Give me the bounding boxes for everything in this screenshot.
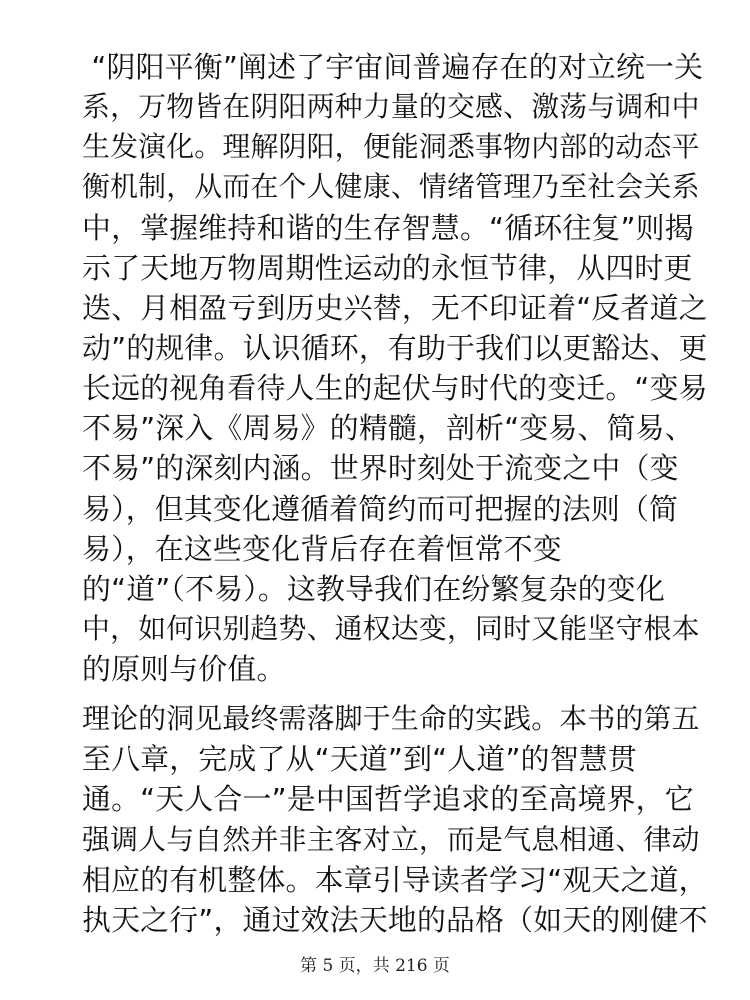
text-line: 动”的规律。认识循环，有助于我们以更豁达、更 [82, 330, 708, 365]
text-line: 的原则与价值。 [82, 652, 286, 687]
text-line: 中，掌握维持和谐的生存智慧。“循环往复”则揭 [82, 210, 694, 245]
text-line: 理论的洞见最终需落脚于生命的实践。本书的第五 [82, 702, 700, 736]
text-line: 衡机制，从而在个人健康、情绪管理乃至社会关系 [82, 170, 700, 204]
text-line: 通。“天人合一”是中国哲学追求的至高境界，它 [82, 782, 694, 817]
text-line: 强调人与自然并非主客对立，而是气息相通、律动 [82, 822, 700, 856]
text-line: 不易”深入《周易》的精髓，剖析“变易、简易、 [82, 411, 694, 446]
page-number: 第 5 页，共 216 页 [300, 956, 450, 976]
text-line: 迭、月相盈亏到历史兴替，无不印证着“反者道之 [82, 290, 708, 325]
text-line: 易），但其变化遵循着简约而可把握的法则（简 [82, 491, 679, 526]
text-line: “阴阳平衡”阐述了宇宙间普遍存在的对立统一关 [82, 50, 704, 84]
text-line: 生发演化。理解阴阳，便能洞悉事物内部的动态平 [82, 130, 700, 164]
text-line: 系，万物皆在阴阳两种力量的交感、激荡与调和中 [82, 90, 700, 124]
text-line: 执天之行”，通过效法天地的品格（如天的刚健不 [82, 902, 708, 937]
text-line: 长远的视角看待人生的起伏与时代的变迁。“变易 [82, 371, 708, 406]
text-line: 的“道”（不易）。这教导我们在纷繁复杂的变化 [82, 571, 665, 606]
text-line: 易），在这些变化背后存在着恒常不变 [82, 531, 562, 566]
text-line: 至八章，完成了从“天道”到“人道”的智慧贯 [82, 742, 637, 777]
text-line: 相应的有机整体。本章引导读者学习“观天之道， [82, 862, 708, 897]
text-line: 不易”的深刻内涵。世界时刻处于流变之中（变 [82, 451, 679, 486]
text-line: 中，如何识别趋势、通权达变，同时又能坚守根本 [82, 611, 700, 645]
text-line: 示了天地万物周期性运动的永恒节律，从四时更 [82, 250, 693, 285]
